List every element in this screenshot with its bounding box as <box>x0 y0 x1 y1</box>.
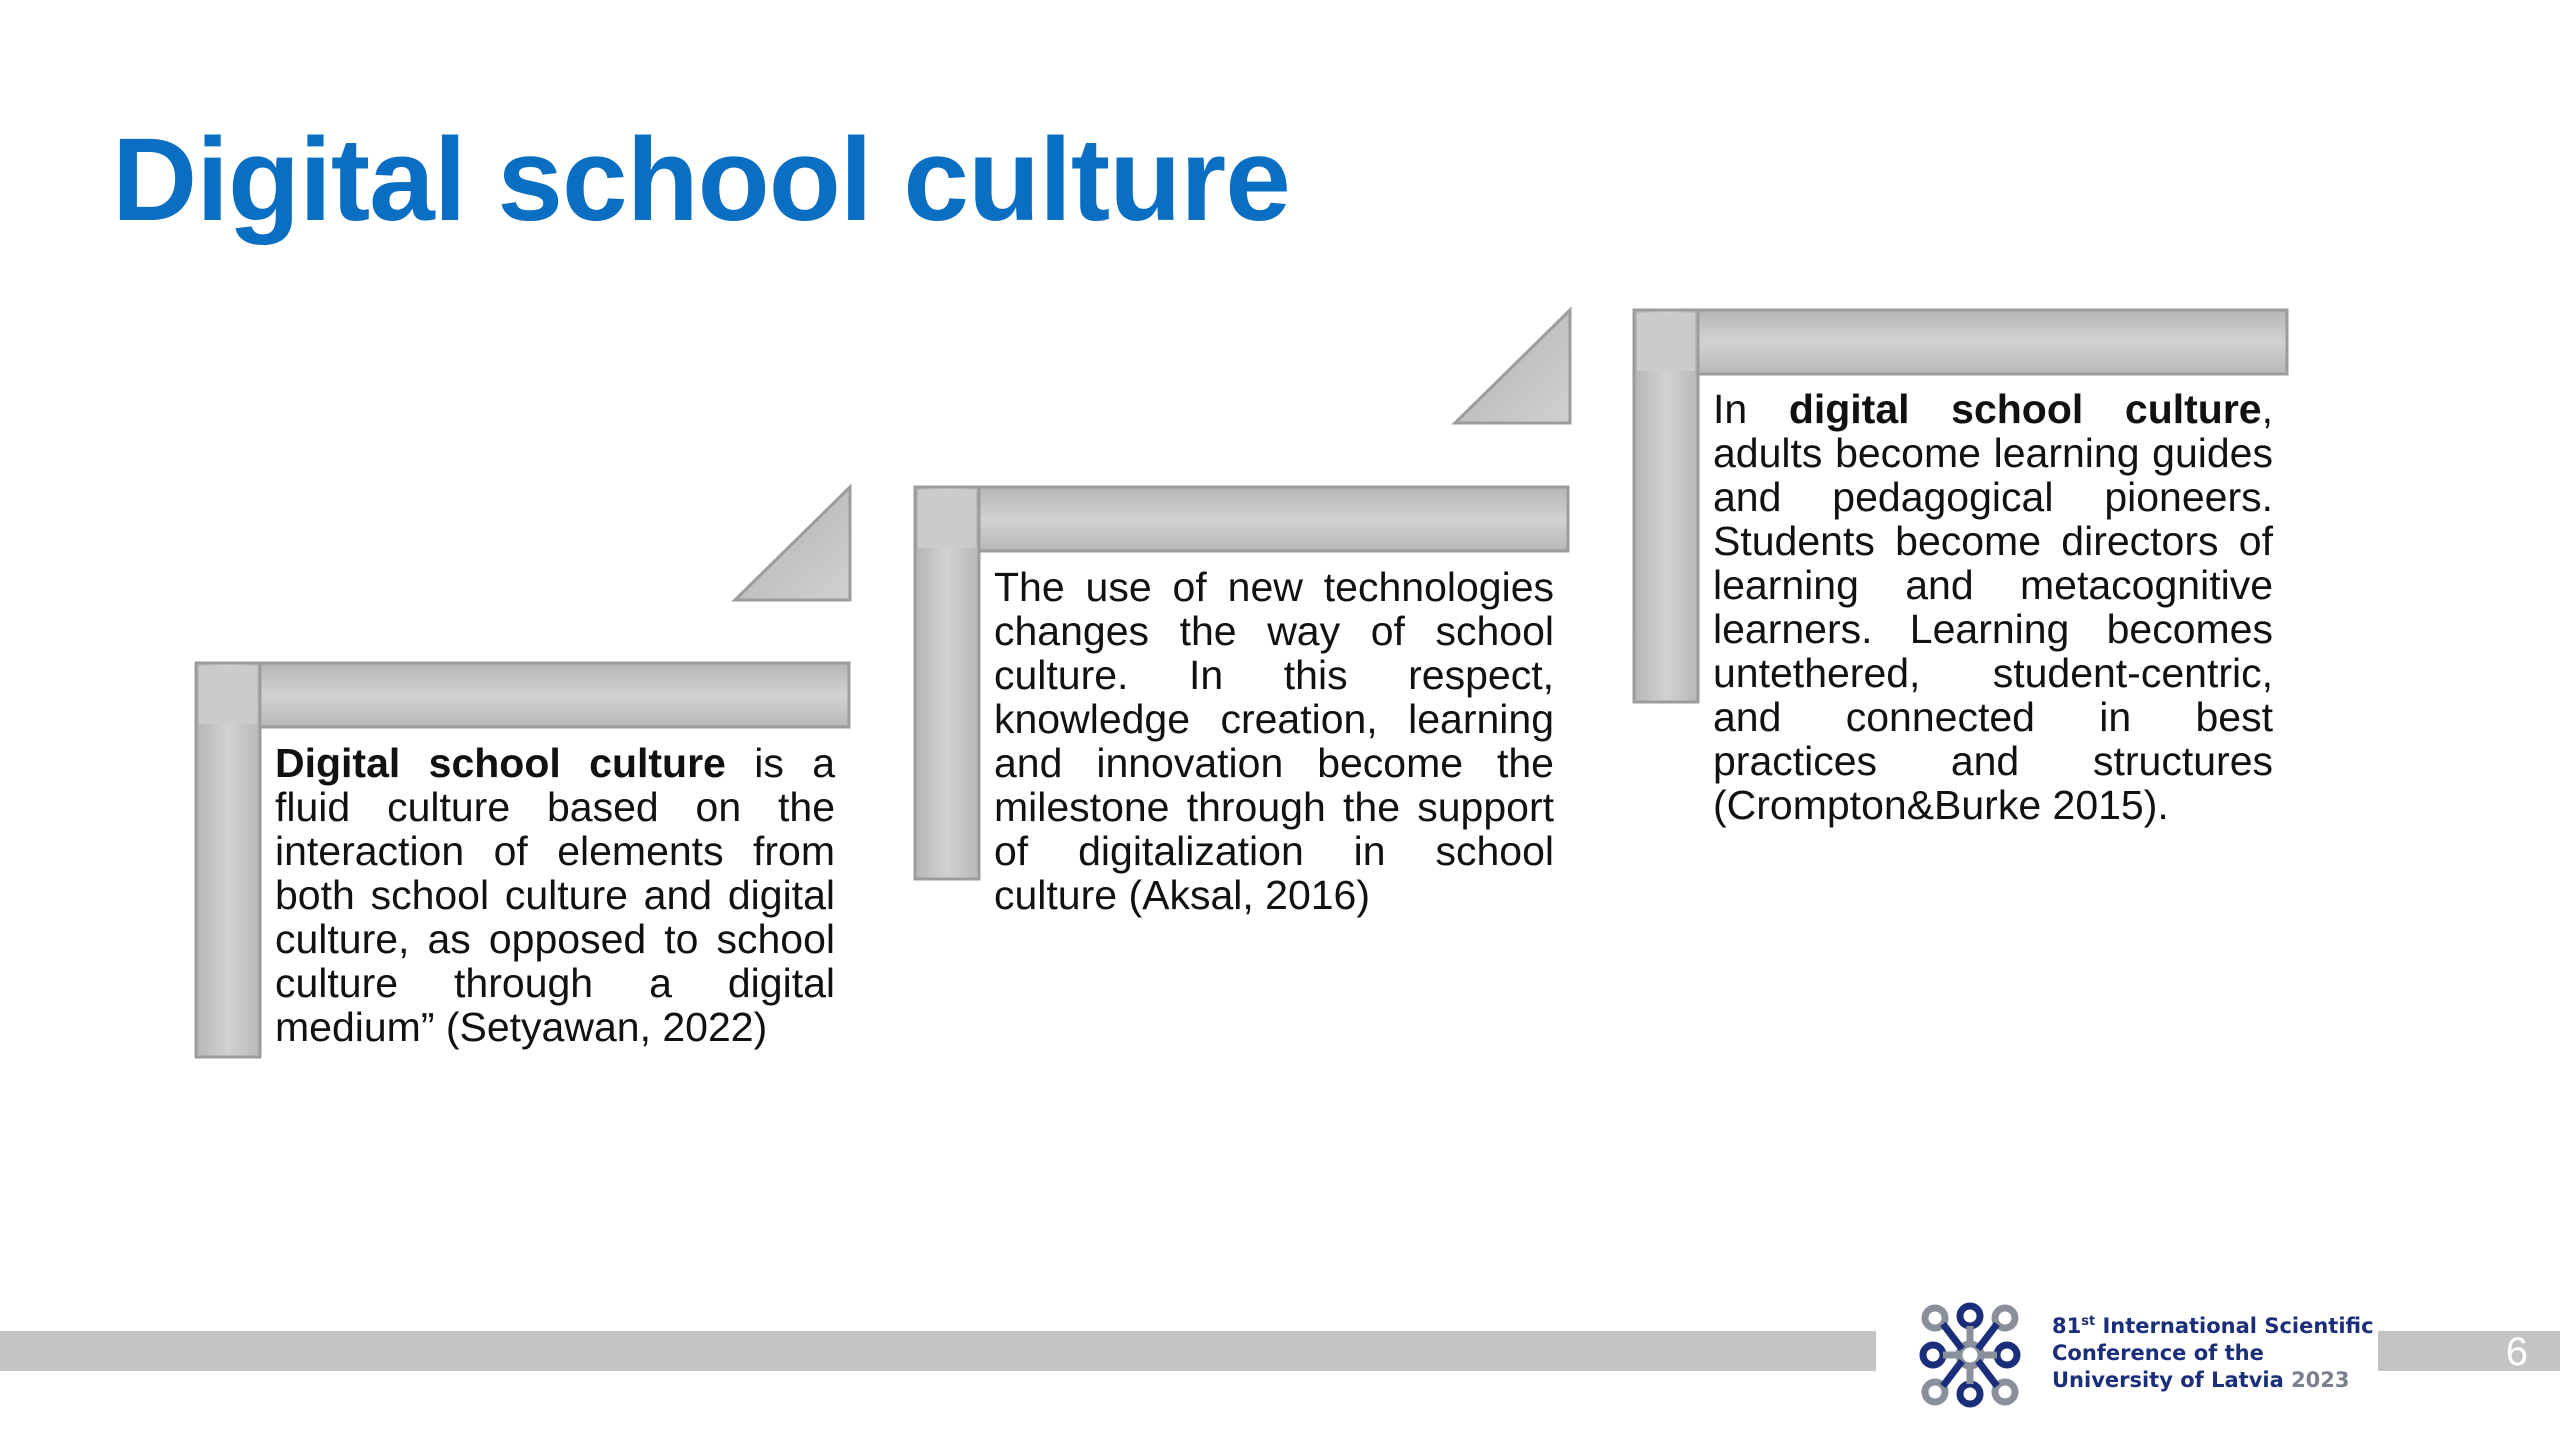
university-conference-logo-icon <box>1915 1300 2025 1410</box>
conference-ordinal: 81 <box>2052 1314 2082 1338</box>
conference-ordinal-suffix: st <box>2081 1314 2096 1329</box>
step-text-2-body: The use of new technologies changes the way of school culture. In this respect, knowledge creation, learning and innovation become the milestone through the support of digitalization in school culture (Aksal, 2016) <box>994 564 1554 918</box>
step-text-2 <box>994 565 1554 917</box>
step-arrow-triangle-2 <box>1455 310 1570 423</box>
step-text-1 <box>275 741 835 1049</box>
footer-bar-left <box>0 1331 1876 1371</box>
conference-name <box>2052 1308 2374 1394</box>
conference-line3: University of Latvia <box>2052 1368 2284 1392</box>
step-text-3-bold: digital school culture <box>1788 386 2262 432</box>
step-text-1-body: is a fluid culture based on the interaction of elements from both school culture and digital culture, as opposed to school culture through a digital medium” (Setyawan, 2022) <box>275 740 835 1050</box>
step-text-1-bold: Digital school culture <box>275 740 726 786</box>
conference-year: 2023 <box>2291 1368 2350 1392</box>
step-text-3-body: , adults become learning guides and pedagogical pioneers. Students become directors of learning and metacognitive learners. Learning becomes untethered, student-centric, and connected in best practices and structures (Crompton&Burke 2015). <box>1713 386 2273 828</box>
conference-line2: Conference of the <box>2052 1341 2264 1365</box>
step-text-3-lead: In <box>1713 386 1789 432</box>
slide-title: Digital school culture <box>112 114 1290 246</box>
conference-line1: International Scientific <box>2095 1314 2374 1338</box>
step-arrow-triangle-1 <box>735 487 850 600</box>
page-number: 6 <box>2505 1330 2528 1374</box>
step-text-3 <box>1713 387 2273 827</box>
